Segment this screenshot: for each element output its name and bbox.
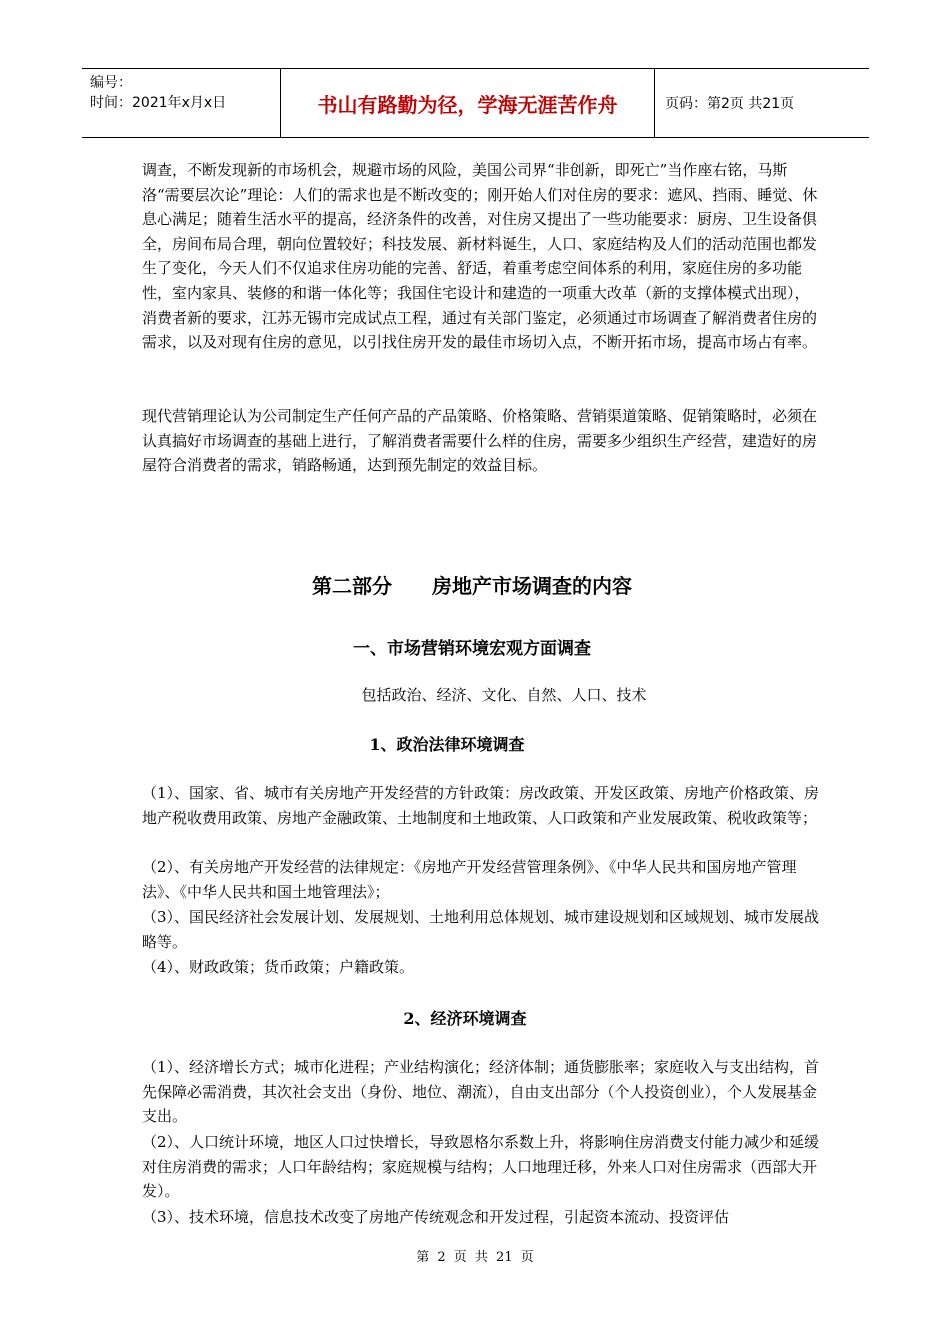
subsection-2-item-3: （3）、技术环境，信息技术改变了房地产传统观念和开发过程，引起资本流动、投资评估 — [142, 1208, 730, 1226]
document-time-label: 时间：2021年x月x日 — [90, 95, 227, 111]
subsection-1-item-2: （2）、有关房地产开发经营的法律规定：《房地产开发经营管理条例》、《中华人民共和国房地产管理法》、《中华人民共和国土地管理法》； — [142, 858, 797, 901]
page-header — [82, 68, 869, 138]
header-motto: 书山有路勤为径，学海无涯苦作舟 — [281, 69, 655, 137]
intro-paragraph-1: 调查，不断发现新的市场机会，规避市场的风险，美国公司界“非创新，即死亡”当作座右铭，马斯洛“需要层次论”理论：人们的需求也是不断改变的；刚开始人们对住房的要求：遮风、挡雨、睡觉、休息心满足；随着生活水平的提高，经济条件的改善，对住房又提出了一些功能要求：厨房、卫生设备俱全，房间布局合理，朝向位置较好；科技发展、新材料诞生，人口、家庭结构及人们的活动范围也都发生了变化，今天人们不仅追求住房功能的完善、舒适，着重考虑空间体系的利用，家庭住房的多功能性，室内家具、装修的和谐一体化等；我国住宅设计和建造的一项重大改革（新的支撑体模式出现），消费者新的要求，江苏无锡市完成试点工程，通过有关部门鉴定，必须通过市场调查了解消费者住房的需求，以及对现有住房的意见，以引找住房开发的最佳市场切入点，不断开拓市场，提高市场占有率。 — [142, 161, 818, 352]
subsection-1-item-3: （3）、国民经济社会发展计划、发展规划、土地利用总体规划、城市建设规划和区域规划、城市发展战略等。 — [142, 908, 820, 951]
subsection-2-item-1: （1）、经济增长方式；城市化进程；产业结构演化；经济体制；通货膨胀率；家庭收入与支出结构，首先保障必需消费，其次社会支出（身份、地位、潮流），自由支出部分（个人投资创业），个人发展基金支出。 — [142, 1058, 820, 1126]
subsection-2-title: 2、经济环境调查 — [403, 1009, 527, 1028]
subsection-1-title: 1、政治法律环境调查 — [369, 735, 525, 754]
document-code-label: 编号： — [90, 75, 132, 91]
subsection-2-item-2: （2）、人口统计环境，地区人口过快增长，导致恩格尔系数上升，将影响住房消费支付能力减少和延缓对住房消费的需求；人口年龄结构；家庭规模与结构；人口地理迁移，外来人口对住房需求（西部大开发）。 — [142, 1133, 820, 1201]
part-title: 第二部分 房地产市场调查的内容 — [312, 574, 632, 598]
header-meta — [82, 69, 281, 137]
intro-paragraph-2: 现代营销理论认为公司制定生产任何产品的产品策略、价格策略、营销渠道策略、促销策略时，必须在认真搞好市场调查的基础上进行，了解消费者需要什么样的住房，需要多少组织生产经营，建造好的房屋符合消费者的需求，销路畅通，达到预先制定的效益目标。 — [142, 407, 818, 475]
subsection-1-item-4: （4）、财政政策；货币政策；户籍政策。 — [142, 958, 415, 976]
section-1-subtitle: 包括政治、经济、文化、自然、人口、技术 — [361, 686, 647, 704]
page-footer: 第 2 页 共 21 页 — [416, 1250, 534, 1265]
header-page-info: 页码：第2页 共21页 — [665, 96, 795, 112]
section-1-title: 一、市场营销环境宏观方面调查 — [353, 639, 591, 659]
subsection-1-item-1: （1）、国家、省、城市有关房地产开发经营的方针政策：房改政策、开发区政策、房地产价格政策、房地产税收费用政策、房地产金融政策、土地制度和土地政策、人口政策和产业发展政策、税收政策等； — [142, 784, 820, 827]
